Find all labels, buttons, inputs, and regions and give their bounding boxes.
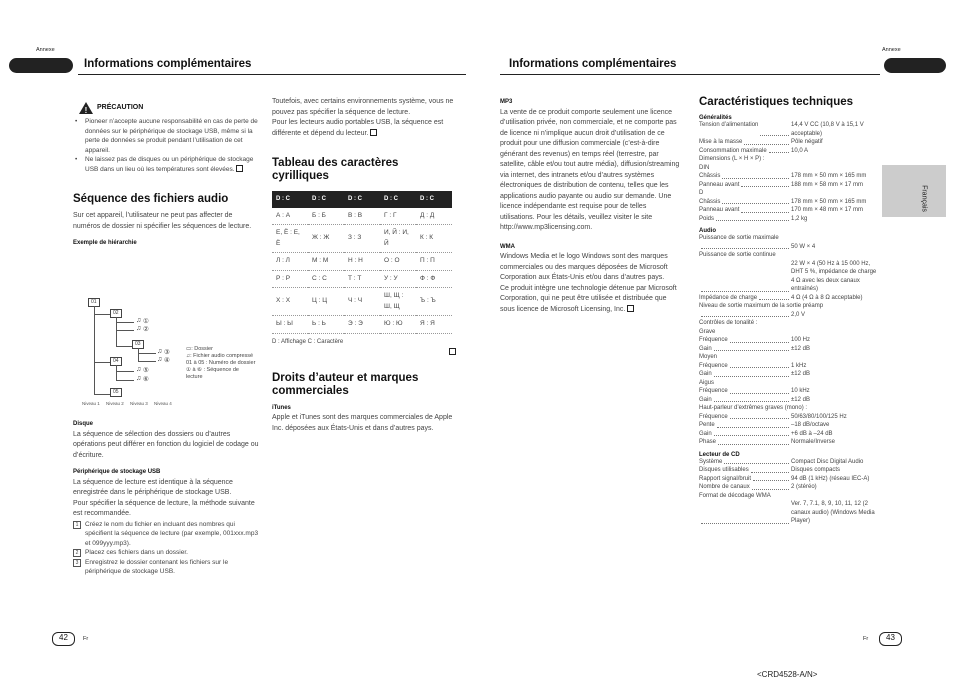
usb-text-1: La séquence de lecture est identique à la séquence enregistrée dans le périphérique de stockage USB. — [73, 478, 233, 496]
table-row: Р : Р С : С Т : Т У : У Ф : Ф — [272, 270, 452, 288]
spec-key: Niveau de sortie maximum de la sortie préamp — [699, 303, 824, 309]
hierarchy-diagram — [80, 296, 260, 411]
table-header: D : C — [308, 191, 344, 208]
wma-title: WMA — [500, 243, 515, 250]
general-title: Généralités — [699, 115, 732, 121]
spec-row — [699, 234, 877, 243]
left-column-1-lower — [73, 419, 259, 577]
spec-value: 2 (stéréo) — [791, 484, 817, 490]
spec-key: Tension d’alimentation — [699, 122, 759, 128]
usb-title: Périphérique de stockage USB — [73, 469, 161, 475]
spec-key: Gain — [699, 396, 712, 403]
spec-row — [699, 311, 877, 320]
spec-key: Mise à la masse — [699, 139, 743, 145]
file-icon: ♫ — [136, 375, 142, 382]
spec-key: Consommation maximale — [699, 147, 767, 154]
table-header: D : C — [272, 191, 308, 208]
file-icon: ♫ — [136, 317, 142, 324]
spec-row — [699, 362, 877, 371]
lang-left: Fr — [83, 636, 89, 642]
spec-value: ±12 dB — [791, 371, 810, 377]
header-tab-right — [884, 58, 946, 73]
spec-key: Format de décodage WMA — [699, 492, 771, 499]
spec-value: 10 kHz — [791, 388, 810, 394]
spec-key: Poids — [699, 215, 715, 222]
spec-row — [699, 319, 877, 328]
caution-title: PRÉCAUTION — [97, 103, 144, 111]
spec-value: 188 mm × 58 mm × 17 mm — [791, 181, 864, 188]
spec-key: Pente — [699, 422, 715, 428]
spec-key: Fréquence — [699, 362, 728, 369]
spec-key: Puissance de sortie maximale — [699, 235, 779, 241]
hierarchy-legend: ▭: Dossier ♫: Fichier audio compressé 01 à 05 : Numéro de dossier ① à ⑥ : Séquence de lecture — [186, 346, 256, 380]
seq-6: ⑥ — [143, 376, 149, 383]
file-icon: ♫ — [136, 366, 142, 373]
seq-1: ① — [143, 318, 149, 325]
caution-item: • Pioneer n’accepte aucune responsabilité en cas de perte de données sur le périphérique de stockage USB, même si la perte de données se produit pendant l’utilisation de cet appareil. — [85, 117, 259, 155]
spec-key: Système — [699, 458, 723, 465]
end-mark-icon — [627, 305, 634, 312]
spec-row — [699, 438, 877, 447]
folder-icon: ▭ — [186, 346, 192, 352]
itunes-title: iTunes — [272, 404, 291, 411]
spec-row — [699, 345, 877, 354]
audio-specs — [699, 234, 877, 447]
audio-title: Audio — [699, 228, 716, 234]
spec-key: Moyen — [699, 354, 718, 360]
spec-key: Panneau avant — [699, 207, 740, 213]
level-label: Niveau 4 — [154, 401, 172, 406]
spec-key: Rapport signal/bruit — [699, 475, 752, 482]
spec-row — [699, 492, 877, 501]
spec-key: Dimensions (L × H × P) : — [699, 156, 765, 162]
spec-value: Disques compacts — [791, 467, 841, 473]
folder-05: 05 — [110, 388, 122, 397]
page-number-left: 42 — [59, 633, 68, 642]
spec-key: Aigus — [699, 379, 715, 386]
file-icon: ♫ — [157, 356, 163, 363]
spec-key: Phase — [699, 439, 717, 445]
spec-key: Contrôles de tonalité : — [699, 320, 758, 326]
spec-row — [699, 181, 877, 190]
spec-value: +6 dB à –24 dB — [791, 430, 833, 437]
end-mark-icon — [370, 129, 377, 136]
spec-key: Gain — [699, 371, 712, 377]
itunes-text: Apple et iTunes sont des marques commerciales de Apple Inc. déposées aux États-Unis et dans d’autres pays. — [272, 414, 453, 432]
specs-title: Caractéristiques techniques — [699, 96, 854, 108]
spec-row — [699, 396, 877, 405]
spec-key: Fréquence — [699, 413, 728, 420]
spec-row — [699, 430, 877, 439]
header-rule-left — [78, 74, 466, 75]
spec-key: Grave — [699, 328, 716, 335]
spec-row — [699, 328, 877, 337]
spec-row — [699, 260, 877, 294]
spec-key: Disques utilisables — [699, 467, 749, 473]
spec-row — [699, 189, 877, 198]
spec-value: 50/63/80/100/125 Hz — [791, 413, 847, 420]
file-icon: ♫ — [186, 353, 191, 359]
sequence-title: Séquence des fichiers audio — [73, 193, 229, 205]
left-column-1 — [73, 102, 259, 249]
end-mark-icon — [236, 165, 243, 172]
spec-row — [699, 215, 877, 224]
table-header: D : C — [416, 191, 452, 208]
end-mark-icon — [449, 348, 456, 355]
cd-title: Lecteur de CD — [699, 451, 740, 458]
spec-row — [699, 475, 877, 484]
usb-text-2: Pour spécifier la séquence de lecture, la méthode suivante est recommandée. — [73, 499, 255, 517]
table-header: D : C — [380, 191, 416, 208]
seq-5: ⑤ — [143, 367, 149, 374]
header-title-right: Informations complémentaires — [509, 58, 677, 70]
spec-value: 14,4 V CC (10,8 V à 15,1 V acceptable) — [791, 122, 864, 137]
spec-key: Gain — [699, 345, 712, 352]
hierarchy-label: Exemple de hiérarchie — [73, 240, 137, 246]
spec-value: 94 dB (1 kHz) (réseau IEC-A) — [791, 475, 870, 482]
cyrillic-note: D : Affichage C : Caractère — [272, 338, 344, 345]
spec-row — [699, 387, 877, 396]
spec-row — [699, 172, 877, 181]
spec-row — [699, 155, 877, 164]
spec-value: 100 Hz — [791, 337, 811, 343]
spec-key: Haut-parleur d’extrêmes graves (mono) : — [699, 405, 808, 411]
spec-value: ±12 dB — [791, 345, 810, 352]
seq-2: ② — [143, 326, 149, 333]
table-row: Ы : Ы Ь : Ь Э : Э Ю : Ю Я : Я — [272, 316, 452, 334]
spec-row — [699, 121, 877, 138]
step-item: 1 Créez le nom du fichier en incluant des nombres qui spécifient la séquence de lecture (par exemple, 001xxx.mp3 et 099yyy.mp3). — [73, 520, 259, 549]
spec-row — [699, 483, 877, 492]
spec-row — [699, 206, 877, 215]
spec-value: 2,0 V — [791, 311, 806, 318]
spec-key: Puissance de sortie continue — [699, 252, 776, 258]
spec-row — [699, 379, 877, 388]
disc-text: La séquence de sélection des dossiers ou d’autres opérations peut différer en fonction du logiciel de codage ou d’écriture. — [73, 430, 259, 459]
sequence-intro: Sur cet appareil, l’utilisateur ne peut pas affecter de numéros de dossier ni spécifier les séquences de lecture. — [73, 212, 252, 230]
spec-row — [699, 458, 877, 467]
spec-row — [699, 198, 877, 207]
spec-row — [699, 336, 877, 345]
spec-value: 178 mm × 50 mm × 165 mm — [791, 198, 867, 205]
spec-value: ±12 dB — [791, 396, 810, 403]
spec-row — [699, 404, 877, 413]
spec-row — [699, 302, 877, 311]
mp3-text: La vente de ce produit comporte seulement une licence d’utilisation privée, non commerciale, et ne comporte pas de licence ni n’implique aucun droit d’utilisation de ce produit pour une diffusion commerciale (c’est-à-dire générant des revenus) en temps réel (terrestre, par satellite, câble et/ou tout autre média), diffusion/streaming via internet, des intranets et/ou d’autres systèmes électroniques de distribution de contenu, telles que les applications audio payante ou audio sur demande. Une licence indépendante est requise pour de telles utilisations. Pour les détails, veuillez visiter le site — [500, 108, 680, 221]
spec-row — [699, 421, 877, 430]
spec-value: Normale/Inverse — [791, 439, 836, 445]
wma-text-2: Ce produit intègre une technologie détenue par Microsoft Corporation, qui ne peut être utilisée et distribuée que sous licence de Microsoft Licensing, Inc. — [500, 284, 677, 313]
folder-02: 02 — [110, 309, 122, 318]
level-label: Niveau 2 — [106, 401, 124, 406]
side-tab — [882, 165, 946, 217]
step-item: 3 Enregistrez le dossier contenant les fichiers sur le périphérique de stockage USB. — [73, 558, 259, 577]
spec-value: 10,0 A — [791, 147, 809, 154]
spec-value: Pôle négatif — [791, 139, 823, 145]
general-specs — [699, 121, 877, 223]
spec-row — [699, 147, 877, 156]
seq-continued-text: Toutefois, avec certains environnements système, vous ne pouvez pas spécifier la séquence de lecture. — [272, 98, 454, 116]
wma-text-1: Windows Media et le logo Windows sont des marques commerciales ou des marques déposées de Microsoft Corporation aux États-Unis et/ou dans d’autres pays. — [500, 253, 668, 281]
portable-text: Pour les lecteurs audio portables USB, la séquence est différente et dépend du lecteur. — [272, 119, 444, 137]
spec-row — [699, 164, 877, 173]
spec-key: Châssis — [699, 173, 721, 179]
spec-row — [699, 370, 877, 379]
footer-code: <CRD4528-A/N> — [757, 670, 818, 679]
left-column-2 — [272, 97, 456, 434]
spec-value: 178 mm × 50 mm × 165 mm — [791, 173, 867, 179]
table-row: А : А Б : Б В : В Г : Г Д : Д — [272, 208, 452, 225]
level-label: Niveau 1 — [82, 401, 100, 406]
spec-value: 1,2 kg — [791, 215, 808, 222]
folder-01: 01 — [88, 298, 100, 307]
folder-03: 03 — [132, 340, 144, 349]
file-icon: ♫ — [157, 348, 163, 355]
mp3-title: MP3 — [500, 99, 513, 105]
spec-value: 1 kHz — [791, 362, 807, 369]
usb-steps — [73, 520, 259, 577]
right-column-1 — [500, 97, 680, 315]
annexe-label-left: Annexe — [36, 47, 55, 53]
rights-title: Droits d’auteur et marques commerciales — [272, 371, 419, 397]
svg-text:!: ! — [84, 106, 88, 114]
spec-row — [699, 466, 877, 475]
cyrillic-title: Tableau des caractères cyrilliques — [272, 157, 399, 182]
side-tab-label: Français — [920, 185, 928, 212]
spec-value: 4 Ω (4 Ω à 8 Ω acceptable) — [791, 294, 863, 301]
spec-value: 22 W × 4 (50 Hz à 15 000 Hz, DHT 5 %, impédance de charge 4 Ω avec les deux canaux entraînés) — [791, 260, 877, 292]
mp3-url: http://www.mp3licensing.com. — [500, 224, 593, 231]
spec-row — [699, 413, 877, 422]
level-label: Niveau 3 — [130, 401, 148, 406]
spec-row — [699, 500, 877, 526]
spec-key: Fréquence — [699, 337, 728, 343]
file-icon: ♫ — [136, 325, 142, 332]
caution-heading — [79, 102, 259, 114]
warning-icon — [79, 102, 93, 114]
spec-row — [699, 294, 877, 303]
folder-04: 04 — [110, 357, 122, 366]
spec-value: Ver. 7, 7.1, 8, 9, 10, 11, 12 (2 canaux audio) (Windows Media Player) — [791, 501, 875, 524]
spec-row — [699, 138, 877, 147]
header-rule-right — [500, 74, 880, 75]
seq-3: ③ — [164, 349, 170, 356]
spec-row — [699, 243, 877, 252]
disc-title: Disque — [73, 421, 94, 427]
right-column-2 — [699, 96, 877, 526]
header-tab-left — [9, 58, 73, 73]
annexe-label-right: Annexe — [882, 47, 901, 53]
spec-key: Châssis — [699, 198, 721, 205]
spec-value: 50 W × 4 — [791, 243, 816, 250]
lang-right: Fr — [863, 636, 869, 642]
table-row: Х : Х Ц : Ц Ч : Ч Ш, Щ : Ш, Щ Ъ : Ъ — [272, 288, 452, 316]
table-header: D : C — [344, 191, 380, 208]
page-number-right: 43 — [886, 633, 895, 642]
spec-value: –18 dB/octave — [791, 422, 830, 428]
caution-list — [73, 117, 259, 174]
step-item: 2 Placez ces fichiers dans un dossier. — [73, 548, 259, 558]
header-title-left: Informations complémentaires — [84, 58, 252, 70]
spec-key: Gain — [699, 430, 712, 437]
spec-value: 170 mm × 48 mm × 17 mm — [791, 207, 864, 213]
table-row: Л : Л М : М Н : Н О : О П : П — [272, 253, 452, 271]
cyrillic-table — [272, 191, 452, 334]
spec-row — [699, 251, 877, 260]
spec-key: DIN — [699, 164, 710, 171]
spec-row — [699, 353, 877, 362]
seq-4: ④ — [164, 357, 170, 364]
table-row: Е, Ё : Е, Ё Ж : Ж З : З И, Й : И, Й К : К — [272, 225, 452, 253]
spec-key: Impédance de charge — [699, 294, 758, 301]
spec-key: Nombre de canaux — [699, 484, 750, 490]
cd-specs — [699, 458, 877, 526]
spec-key: Fréquence — [699, 388, 728, 394]
caution-item: • Ne laissez pas de disques ou un périphérique de stockage USB dans un lieu où les températures sont élevées. — [85, 155, 259, 174]
spec-key: Panneau avant — [699, 181, 740, 188]
spec-value: Compact Disc Digital Audio — [791, 458, 864, 465]
spec-key: D — [699, 190, 704, 196]
